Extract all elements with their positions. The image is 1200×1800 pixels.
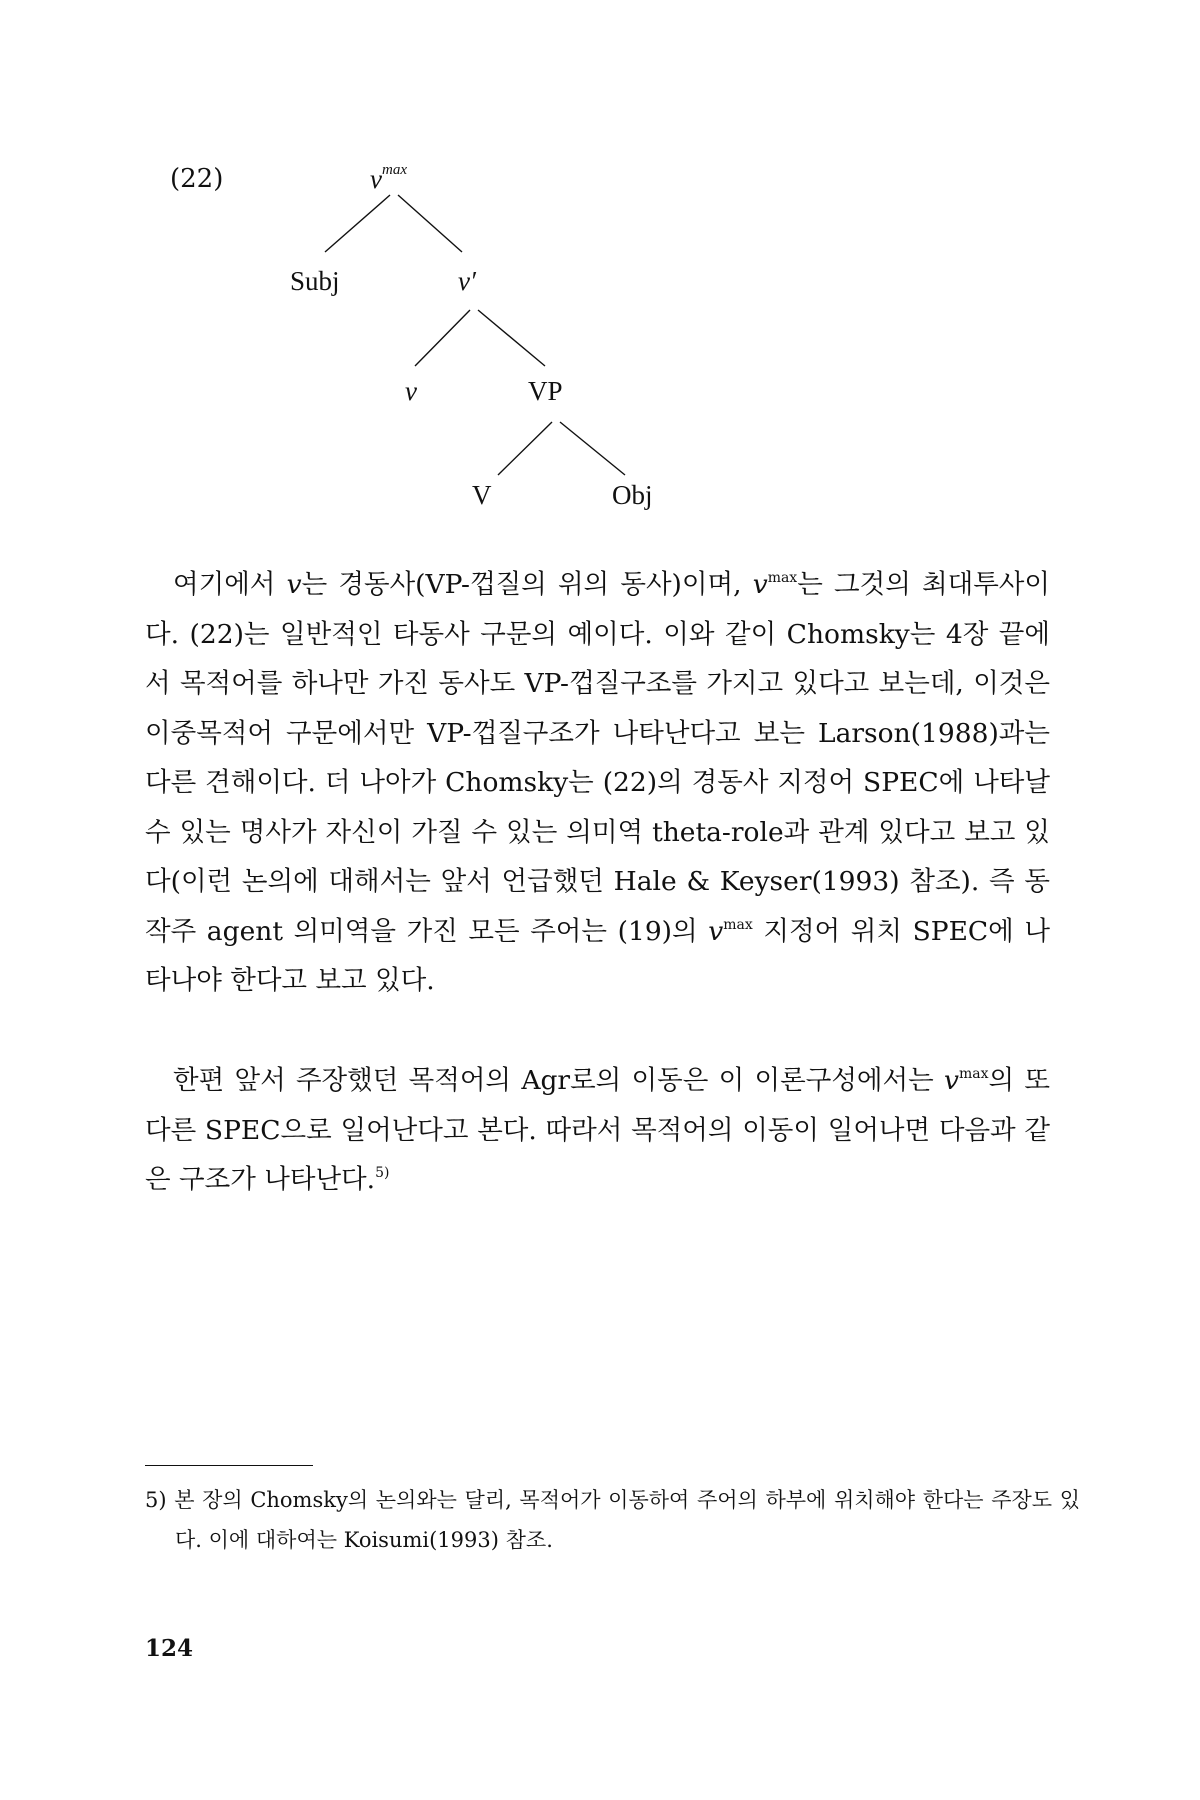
node-vp: VP (528, 376, 563, 406)
syntax-tree-diagram (0, 0, 1200, 520)
body-paragraph-2: 한편 앞서 주장했던 목적어의 Agr로의 이동은 이 이론구성에서는 $v^{max}$의 또 다른 SPEC으로 일어난다고 본다. 따라서 목적어의 이동이 일어나면 다음과 같은 구조가 나타난다.$^{5)}$ (145, 1065, 1050, 1195)
footnote-divider (145, 1465, 313, 1466)
node-vbar: v′ (458, 266, 476, 296)
body-paragraph-1: 여기에서 v는 경동사(VP-껍질의 위의 동사)이며, $v^{max}$는 그것의 최대투사이다. (22)는 일반적인 타동사 구문의 예이다. 이와 같이 Chomsky는 4장 끝에서 목적어를 하나만 가진 동사도 VP-껍질구조를 가지고 있다고 보는데, 이것은 이중목적어 구문에서만 VP-껍질구조가 나타난다고 보는 Larson(1988)과는 다른 견해이다. 더 나아가 Chomsky는 (22)의 경동사 지정어 SPEC에 나타날 수 있는 명사가 자신이 가질 수 있는 의미역 theta-role과 관계 있다고 보고 있다(이런 논의에 대해서는 앞서 언급했던 Hale & Keyser(1993) 참조). 즉 동작주 agent 의미역을 가진 모든 주어는 (19)의 $v^{max}$ 지정어 위치 SPEC에 나타나야 한다고 보고 있다. (145, 569, 1050, 996)
example-number: (22) (170, 164, 224, 194)
edge-root-subj (325, 195, 390, 252)
node-vmax: $v^{max}$ (370, 162, 407, 194)
footnote: 5) 본 장의 Chomsky의 논의와는 달리, 목적어가 이동하여 주어의 하부에 위치해야 한다는 주장도 있다. 이에 대하여는 Koisumi(1993) 참조. (145, 1488, 1080, 1552)
node-subj: Subj (290, 266, 340, 296)
footnote-reference[interactable]: 5) (375, 1165, 390, 1181)
edge-vp-V (498, 422, 552, 475)
edge-vbar-v (415, 310, 470, 366)
edge-root-vbar (398, 195, 462, 252)
node-obj: Obj (612, 480, 653, 510)
edge-vp-obj (560, 422, 625, 475)
node-v: v (405, 376, 417, 406)
edge-vbar-vp (478, 310, 545, 366)
node-V: V (472, 480, 492, 510)
page-number: 124 (145, 1635, 194, 1662)
